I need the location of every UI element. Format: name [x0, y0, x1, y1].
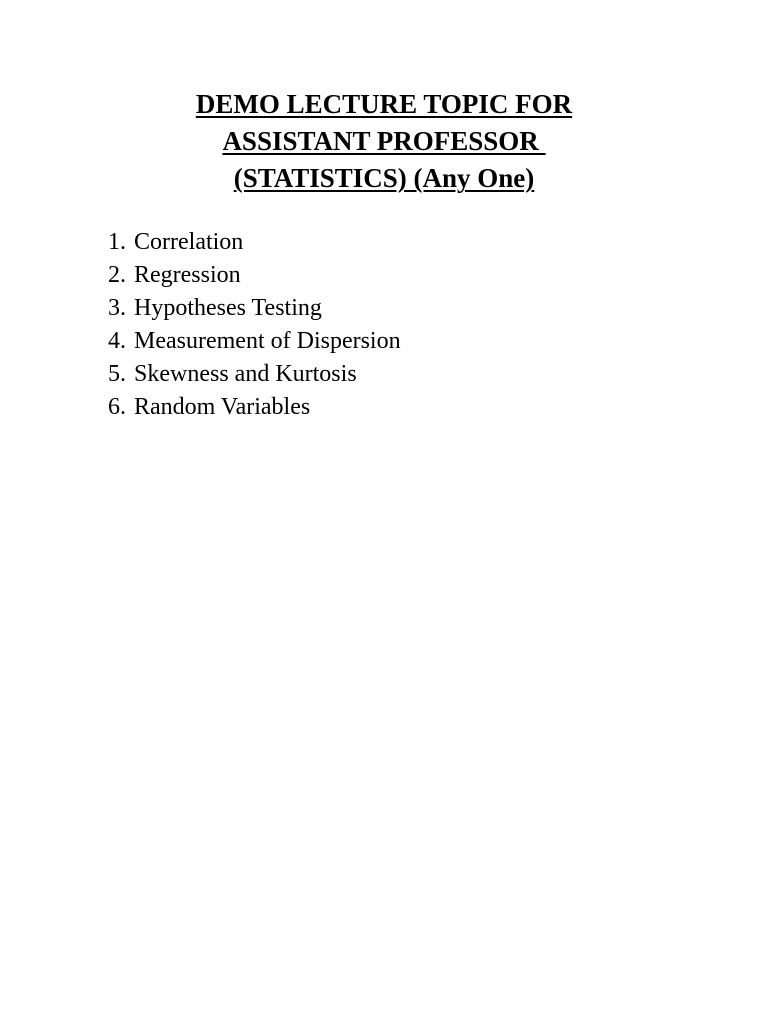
- list-item: [108, 391, 401, 424]
- list-item-label: Regression: [134, 262, 241, 288]
- list-item-number: 3.: [108, 295, 126, 321]
- list-item-label: Hypotheses Testing: [134, 295, 322, 321]
- title-line-1: DEMO LECTURE TOPIC FOR: [195, 89, 573, 119]
- document-title: [0, 86, 768, 197]
- list-item-label: Measurement of Dispersion: [134, 328, 401, 354]
- list-item: [108, 325, 401, 358]
- list-item-number: 4.: [108, 328, 126, 354]
- list-item-number: 5.: [108, 361, 126, 387]
- topic-list: [108, 226, 401, 424]
- list-item-number: 1.: [108, 229, 126, 255]
- list-item: [108, 259, 401, 292]
- list-item-label: Random Variables: [134, 394, 311, 420]
- list-item-number: 2.: [108, 262, 126, 288]
- list-item-label: Correlation: [134, 229, 244, 255]
- list-item-number: 6.: [108, 394, 126, 420]
- list-item-label: Skewness and Kurtosis: [134, 361, 357, 387]
- title-line-3: (STATISTICS) (Any One): [233, 163, 535, 193]
- title-line-2: ASSISTANT PROFESSOR: [222, 126, 546, 156]
- list-item: [108, 358, 401, 391]
- list-item: [108, 292, 401, 325]
- list-item: [108, 226, 401, 259]
